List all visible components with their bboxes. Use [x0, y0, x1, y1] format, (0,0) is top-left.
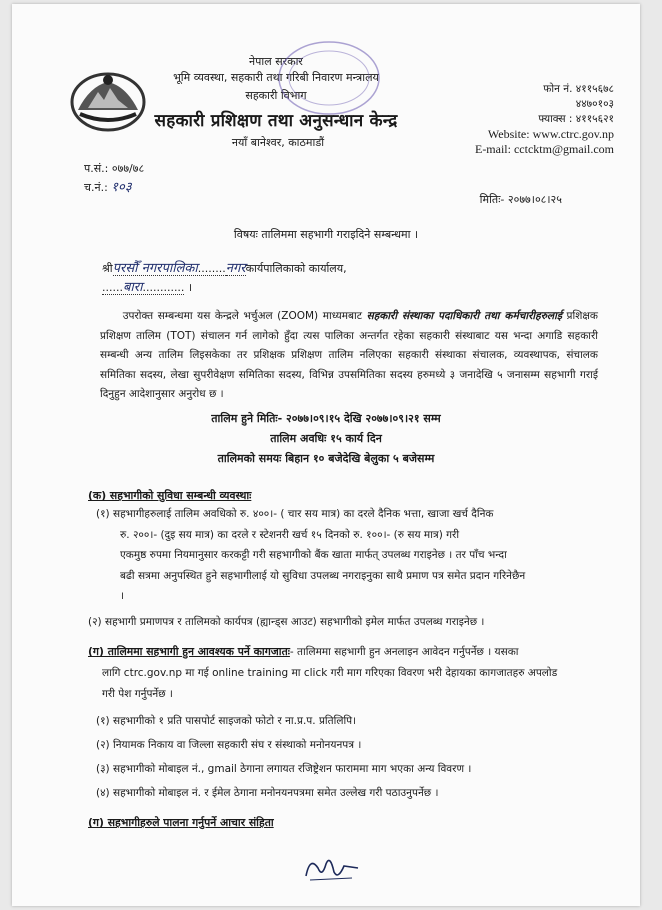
recipient-line: श्रीपरसौँ नगरपालिका........नगरकार्यपालिकाको कार्यालय,: [102, 261, 347, 276]
section-ka-heading: (क) सहभागीको सुविधा सम्बन्धी व्यवस्थाः: [88, 489, 252, 502]
section-ga1-intro-rest: - तालिममा सहभागी हुन अनलाइन आवेदन गर्नुपर्नेछ । यसका: [289, 646, 519, 658]
fax: फ्याक्स : ४११५६२१: [538, 113, 614, 125]
ga1-item-2: (२) नियामक निकाय वा जिल्ला सहकारी संघ र संस्थाको मनोनयनपत्र ।: [96, 739, 362, 751]
ka-item-1-line-1: (१) सहभागीहरुलाई तालिम अवधिको रु. ४००।- ( चार सय मात्र) का दरले दैनिक भत्ता, खाजा खर्च दैनिक: [96, 508, 494, 520]
body-part-2: प्रशिक्षक प्रशिक्षण तालिम (TOT) संचालन गर्न लागेको हुँदा त्यस पालिका अन्तर्गत रहेका सहकारी संस्थाबाट यस भन्दा अगाडि सहकारी सम्बन्धी अन्य तालिम लिइसकेका तर प्रशिक्षक प्रशिक्षण तालिम नलिएका सहकारी संस्थाका संचालक, व्यवस्थापक, संचालक समितिका सदस्य, लेखा सुपरीवेक्षण समितिका सदस्य, विभिन्न उपसमितिका सदस्य हरुमध्ये ३ जनादेखि ५ जनासम्म सहभागी गराई दिनुहुन आदेशानुसार अनुरोध छ ।: [100, 310, 598, 400]
schedule-dates: तालिम हुने मितिः- २०७७।०९।१५ देखि २०७७।०९।२१ सम्म: [211, 412, 441, 425]
section-ga1-intro: [88, 642, 598, 663]
cn-label: च.नं.:: [84, 181, 108, 194]
schedule-duration: तालिम अवधिः १५ कार्य दिन: [270, 432, 382, 445]
phone-2: ४४७०१०३: [575, 98, 614, 110]
signature-icon: [300, 850, 364, 886]
ga1-item-4: (४) सहभागीको मोबाइल नं. र ईमेल ठेगाना मनोनयनपत्रमा समेत उल्लेख गरी पठाउनुपर्नेछ ।: [96, 787, 439, 799]
schedule-time: तालिमको समयः बिहान १० बजेदेखि बेलुका ५ बजेसम्म: [217, 452, 435, 465]
section-ga1-line-3: गरी पेश गर्नुपर्नेछ ।: [102, 688, 173, 700]
ga1-item-3: (३) सहभागीको मोबाइल नं., gmail ठेगाना लगायत रजिष्ट्रेशन फाराममा माग भएका अन्य विवरण ।: [96, 763, 472, 775]
reference-numbers: [84, 159, 144, 197]
email: E-mail: cctcktm@gmail.com: [474, 142, 614, 156]
ka-item-1-line-2: रु. २००।- (दुइ सय मात्र) का दरले र स्टेशनरी खर्च १५ दिनको रु. १००।- (रु सय मात्र) गरी: [120, 528, 460, 541]
letter-body: [100, 307, 598, 405]
section-ga2-heading: (ग) सहभागीहरुले पालना गर्नुपर्ने आचार संहिता: [88, 816, 274, 829]
recipient-type: नगर: [225, 261, 246, 276]
body-emphasis: सहकारी संस्थाका पदाधिकारी तथा कर्मचारीहरुलाई: [366, 310, 562, 322]
recipient-place-line: ......बारा............ ।: [102, 280, 193, 295]
ministry-line: भूमि व्यवस्था, सहकारी तथा गरिबी निवारण मन्त्रालय: [173, 71, 379, 84]
recipient-place: बारा: [122, 280, 143, 295]
department-line: सहकारी विभाग: [245, 89, 307, 102]
section-ka-item-1: [96, 504, 525, 607]
office-address: नयाँ बानेश्वर, काठमाडौं: [231, 136, 325, 149]
ga1-item-1: (१) सहभागीको १ प्रति पासपोर्ट साइजको फोटो र ना.प्र.प. प्रतिलिपि।: [96, 715, 357, 727]
contact-block: [475, 82, 614, 157]
section-ka-item-2: (२) सहभागी प्रमाणपत्र र तालिमको कार्यपत्र (ह्यान्ड्स आउट) सहभागीको इमेल मार्फत उपलब्ध गराइनेछ ।: [88, 616, 485, 628]
phone-1: फोन नं. ४११५६७८: [543, 83, 614, 95]
ka-item-1-line-4: बढी सत्रमा अनुपस्थित हुने सहभागीलाई यो सुविधा उपलब्ध नगराइनुका साथै प्रमाण पत्र समेत प्रदान गरिनेछैन: [120, 569, 526, 582]
letter-date: मितिः- २०७७।०८।२५: [479, 193, 562, 206]
recipient-suffix: कार्यपालिकाको कार्यालय,: [245, 262, 347, 275]
office-title: सहकारी प्रशिक्षण तथा अनुसन्धान केन्द्र: [154, 111, 398, 131]
body-part-1: उपरोक्त सम्बन्धमा यस केन्द्रले भर्चुअल (ZOOM) माध्यमबाट: [122, 310, 367, 322]
ps-value: ०७७/७८: [111, 162, 145, 175]
letter-sheet: [12, 4, 640, 906]
ka-item-1-line-5: ।: [120, 590, 124, 602]
website: Website: www.ctrc.gov.np: [487, 127, 614, 141]
ka-item-1-line-3: एकमुष्ठ रुपमा नियमानुसार करकट्टी गरी सहभागीको बैंक खाता मार्फत् उपलब्ध गराइनेछ । तर पाँच भन्दा: [120, 549, 507, 561]
office-stamp-icon: [274, 38, 384, 118]
section-ga1-heading: (ग) तालिममा सहभागी हुन आवश्यक पर्ने कागजातः: [88, 645, 290, 658]
gov-line: नेपाल सरकार: [249, 55, 303, 68]
subject-line: विषयः तालिममा सहभागी गराइदिने सम्बन्धमा ।: [233, 228, 419, 241]
section-ga1-line-2: लागि ctrc.gov.np मा गई online training मा click गरी माग गरिएका विवरण भरी देहायका कागजातहरु अपलोड: [102, 667, 558, 679]
recipient-prefix: श्री: [102, 262, 113, 275]
ps-label: प.सं.:: [84, 162, 109, 175]
recipient-name: परसौँ नगरपालिका: [112, 261, 198, 276]
cn-value: १०३: [111, 180, 132, 195]
